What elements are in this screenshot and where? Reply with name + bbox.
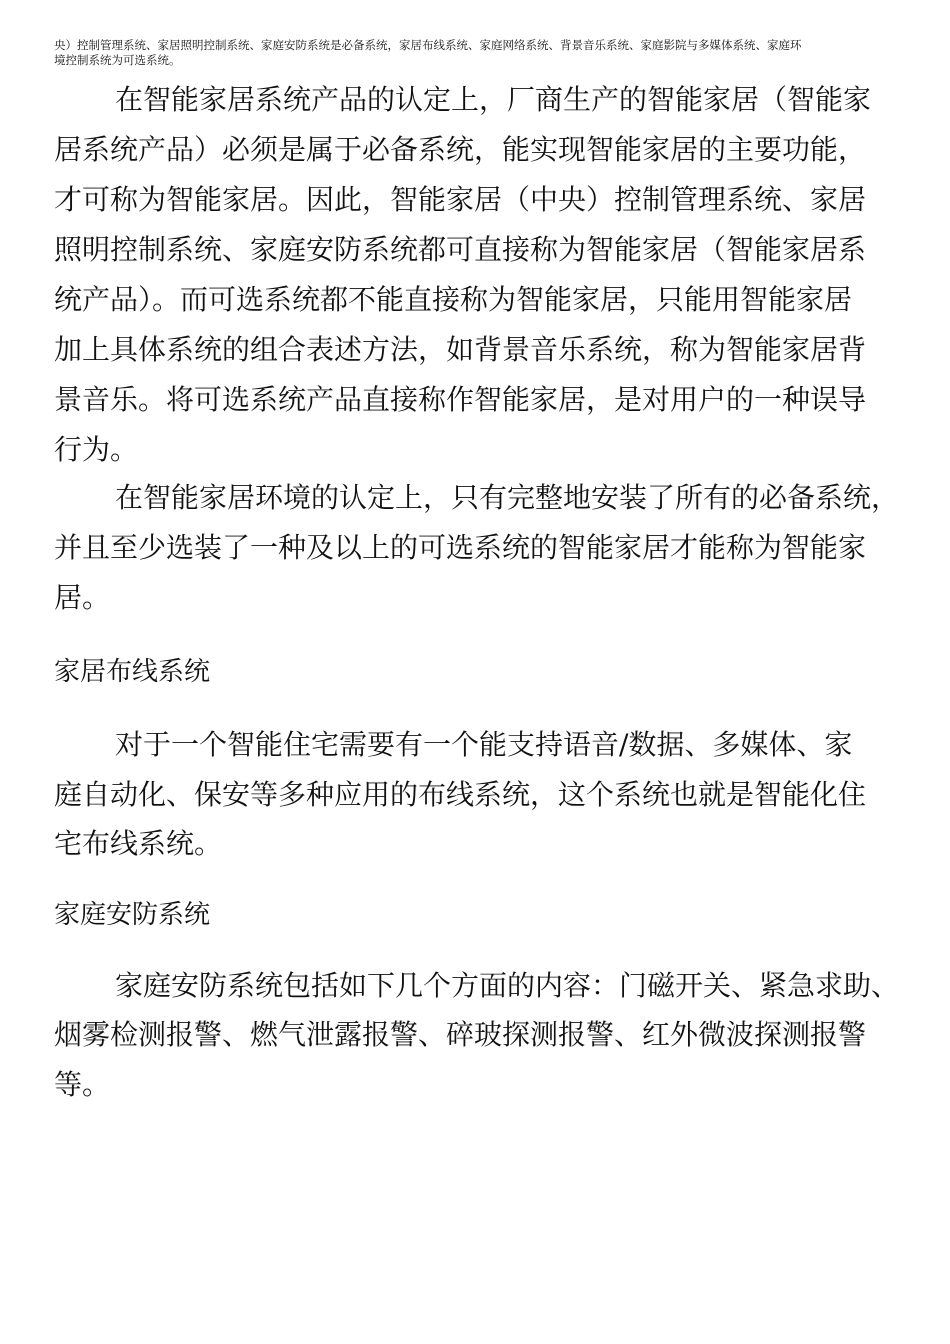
- paragraph-line: 居系统产品）必须是属于必备系统，能实现智能家居的主要功能，: [54, 133, 867, 166]
- paragraph-line: 烟雾检测报警、燃气泄露报警、碎玻探测报警、红外微波探测报警: [54, 1018, 867, 1051]
- paragraph-line: 在智能家居环境的认定上，只有完整地安装了所有的必备系统，: [115, 481, 900, 514]
- paragraph-line: 景音乐。将可选系统产品直接称作智能家居，是对用户的一种误导: [54, 383, 867, 416]
- paragraph-line: 加上具体系统的组合表述方法，如背景音乐系统，称为智能家居背: [54, 333, 867, 366]
- paragraph-line: 家庭安防系统包括如下几个方面的内容：门磁开关、紧急求助、: [115, 969, 900, 1002]
- paragraph-line: 照明控制系统、家庭安防系统都可直接称为智能家居（智能家居系: [54, 233, 867, 266]
- paragraph-line: 居。: [54, 581, 111, 614]
- paragraph-line: 等。: [54, 1068, 111, 1101]
- section-heading-wiring: 家居布线系统: [54, 657, 211, 687]
- top-note-line: 央）控制管理系统、家居照明控制系统、家庭安防系统是必备系统，家居布线系统、家庭网络系统、背景音乐系统、家庭影院与多媒体系统、家庭环: [54, 38, 802, 52]
- paragraph-line: 对于一个智能住宅需要有一个能支持语音/数据、多媒体、家: [115, 728, 853, 761]
- top-note: [54, 38, 914, 68]
- paragraph-line: 宅布线系统。: [54, 827, 223, 860]
- paragraph-line: 庭自动化、保安等多种应用的布线系统，这个系统也就是智能化住: [54, 778, 867, 811]
- section-heading-security: 家庭安防系统: [54, 900, 211, 930]
- paragraph-line: 才可称为智能家居。因此，智能家居（中央）控制管理系统、家居: [54, 183, 867, 216]
- top-note-line: 境控制系统为可选系统。: [54, 53, 181, 67]
- paragraph-line: 并且至少选装了一种及以上的可选系统的智能家居才能称为智能家: [54, 531, 867, 564]
- paragraph-line: 行为。: [54, 433, 139, 466]
- paragraph-line: 在智能家居系统产品的认定上，厂商生产的智能家居（智能家: [115, 83, 872, 116]
- paragraph-line: 统产品）。而可选系统都不能直接称为智能家居，只能用智能家居: [54, 283, 853, 316]
